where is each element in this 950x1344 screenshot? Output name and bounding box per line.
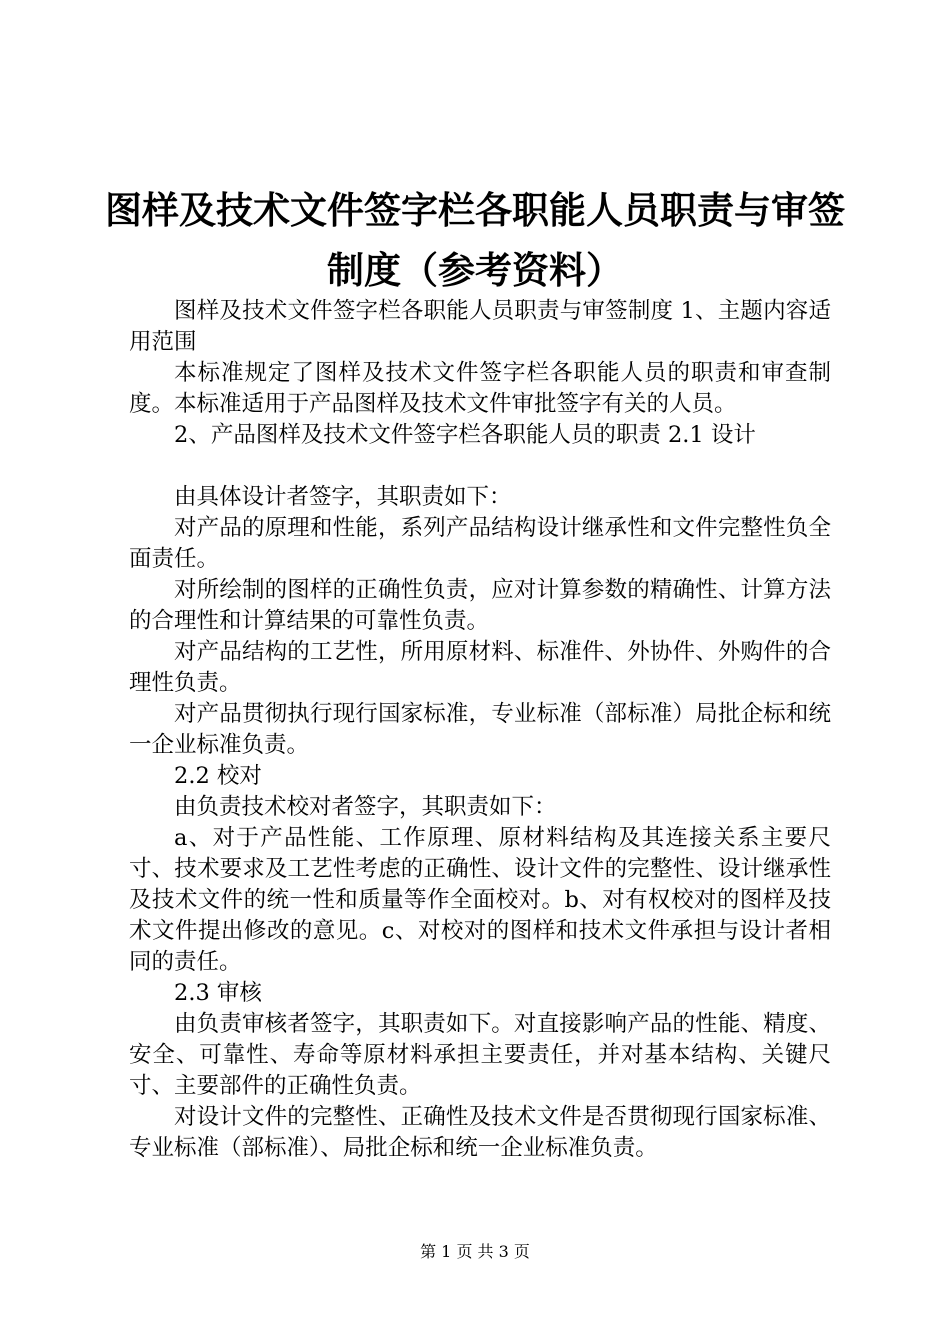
paragraph-scope: 图样及技术文件签字栏各职能人员职责与审签制度 1、主题内容适用范围 (129, 298, 831, 355)
paragraph-section-2-2-heading: 2.2 校对 (174, 763, 262, 789)
document-body (129, 296, 831, 1164)
paragraph-standard-definition: 本标准规定了图样及技术文件签字栏各职能人员的职责和审查制度。本标准适用于产品图样及技术文件审批签字有关的人员。 (129, 360, 831, 417)
paragraph-section-2-heading: 2、产品图样及技术文件签字栏各职能人员的职责 2.1 设计 (174, 422, 756, 448)
paragraph-reviewer-standards: 对设计文件的完整性、正确性及技术文件是否贯彻现行国家标准、专业标准（部标准）、局批企标和统一企业标准负责。 (129, 1104, 831, 1161)
paragraph-design-duty-1: 对产品的原理和性能，系列产品结构设计继承性和文件完整性负全面责任。 (129, 515, 831, 572)
page-footer: 第 1 页 共 3 页 (420, 1242, 530, 1261)
paragraph-design-duty-2: 对所绘制的图样的正确性负责，应对计算参数的精确性、计算方法的合理性和计算结果的可靠性负责。 (129, 577, 831, 634)
paragraph-design-duty-3: 对产品结构的工艺性，所用原材料、标准件、外协件、外购件的合理性负责。 (129, 639, 831, 696)
paragraph-design-duty-4: 对产品贯彻执行现行国家标准，专业标准（部标准）局批企标和统一企业标准负责。 (129, 701, 831, 758)
paragraph-section-2-3-heading: 2.3 审核 (174, 980, 262, 1006)
paragraph-designer-signature: 由具体设计者签字，其职责如下： (174, 484, 512, 510)
document-title-line-1: 图样及技术文件签字栏各职能人员职责与审签 (105, 188, 845, 232)
document-title-line-2: 制度（参考资料） (327, 248, 623, 292)
paragraph-checker-signature: 由负责技术校对者签字，其职责如下： (174, 794, 557, 820)
paragraph-checker-duties: a、对于产品性能、工作原理、原材料结构及其连接关系主要尺寸、技术要求及工艺性考虑的正确性、设计文件的完整性、设计继承性及技术文件的统一性和质量等作全面校对。b、对有权校对的图样及技术文件提出修改的意见。c、对校对的图样和技术文件承担与设计者相同的责任。 (129, 825, 831, 975)
paragraph-reviewer-duties: 由负责审核者签字，其职责如下。对直接影响产品的性能、精度、安全、可靠性、寿命等原材料承担主要责任，并对基本结构、关键尺寸、主要部件的正确性负责。 (129, 1011, 831, 1099)
